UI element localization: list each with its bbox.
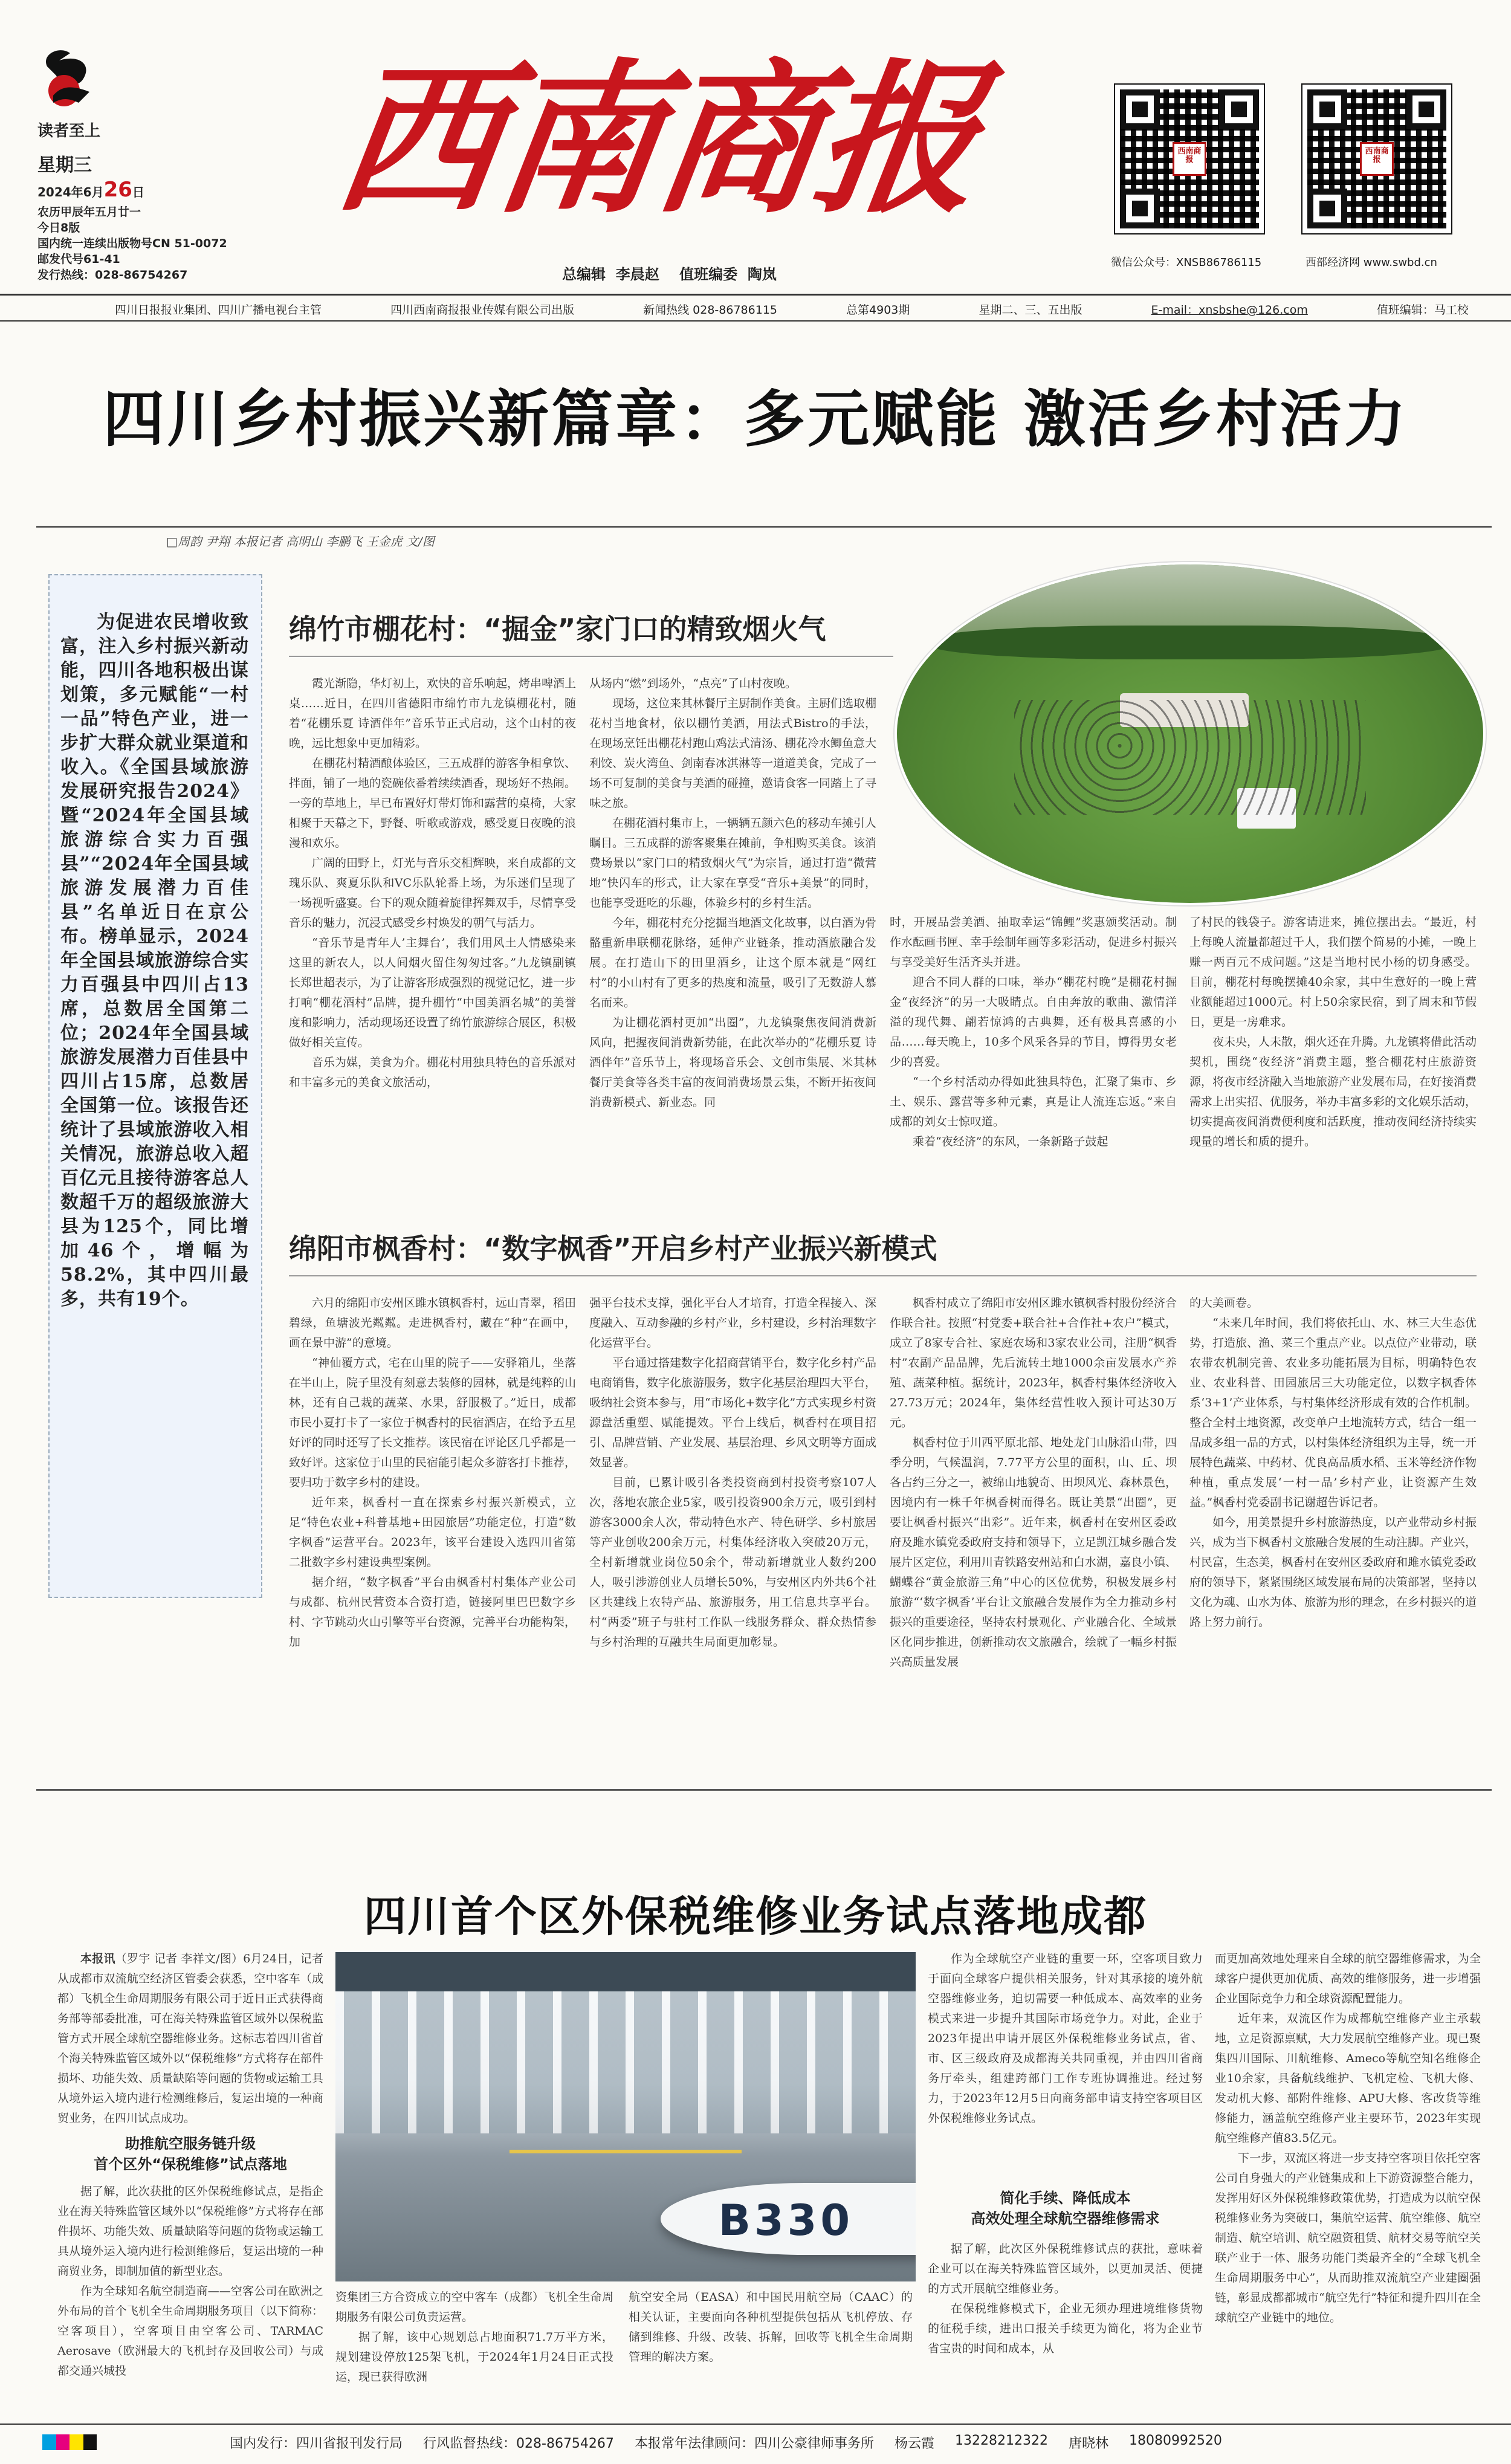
paragraph: 时，开展品尝美酒、抽取幸运“锦鲤”奖惠颁奖活动。制作水酝画书匣、幸手绘制年画等多彩活动，促进乡村振兴与享受美好生活齐头并进。	[890, 916, 1177, 969]
footer-item: 唐晓林	[1068, 2436, 1108, 2451]
section2-col3	[890, 1293, 1177, 1771]
qr-logo: 西南商报	[1173, 142, 1206, 176]
paragraph: 平台通过搭建数字化招商营销平台，数字化乡村产品电商销售，数字化旅游服务，数字化基层治理四大平台，吸纳社会资本参与，用“市场化+数字化”方式实现乡村资源盘活重塑、赋能提效。平台上线后，枫香村在项目招引、品牌营销、产业发展、基层治理、乡风文明等方面成效显著。	[589, 1356, 876, 1469]
website-qr-code	[1302, 85, 1451, 233]
section1-col4	[1189, 913, 1477, 1212]
campsite-photo	[895, 562, 1486, 905]
color-registration-bar	[42, 2434, 97, 2450]
paragraph: 在保税维修模式下，企业无须办理进境维修货物的征税手续，进出口报关手续更为简化，将为企业节省宝贵的时间和成本，从	[928, 2302, 1203, 2355]
paragraph: 六月的绵阳市安州区雎水镇枫香村，远山青翠，稻田碧绿，鱼塘波光粼粼。走进枫香村，藏在“种”在画中，画在景中游”的意境。	[289, 1296, 576, 1350]
paragraph: 夜未央，人未散，烟火还在升腾。九龙镇将借此活动契机，围绕“夜经济”消费主题，整合棚花村庄旅游资源，将夜市经济融入当地旅游产业发展布局，在好接消费需求上出实招、优服务，举办丰富多彩的文化娱乐活动，切实提高夜间消费便利度和活跃度，推动夜间经济持续实现量的增长和质的提升。	[1189, 1035, 1477, 1148]
section2-col4	[1189, 1293, 1477, 1771]
section1-col3	[890, 913, 1177, 1212]
section3-col4	[928, 1949, 1203, 2179]
paragraph: 迎合不同人群的口味，举办“棚花村晚”是棚花村掘金“夜经济”的另一大吸睛点。自由奔放的歌曲、激情洋溢的现代舞、翩若惊鸿的古典舞，还有极具喜感的小品……每天晚上，10多个风采各异的节目，博得男女老少的喜爱。	[890, 975, 1177, 1069]
qr-logo-2: 西南商报	[1360, 142, 1394, 176]
paragraph: 广阔的田野上，灯光与音乐交相辉映，来自成都的文瑰乐队、爽夏乐队和VC乐队轮番上场，为乐迷们呈现了一场视听盛宴。台下的观众随着旋律挥舞双手，尽情享受音乐的魅力，沉浸式感受乡村焕发的朝气与活力。	[289, 856, 576, 930]
section2-rule	[289, 1275, 1477, 1276]
footer-item: 杨云霞	[894, 2436, 934, 2451]
paragraph: 的大美画卷。	[1189, 1296, 1259, 1310]
paragraph: 下一步，双流区将进一步支持空客项目依托空客公司自身强大的产业链集成和上下游资源整合能力，发挥用好区外保税维修政策优势，打造成为以航空保税维修业务为突破口，集航空运营、航空维修、航空制造、航空培训、航空融资租赁、航材交易等航空关联产业于一体、服务功能门类最齐全的“全球飞机全生命周期服务中心”，从而助推双流航空产业建圈强链，彰显成都都城市“航空先行”特征和提升四川在全球航空产业链中的地位。	[1215, 2152, 1481, 2324]
footer-item: 13228212322	[954, 2433, 1048, 2448]
paragraph: “音乐节是青年人’主舞台’，我们用风土人情感染来这里的新农人，以人间烟火留住匆匆过客。”九龙镇副镇长郑世超表示，为了让游客形成强烈的视觉记忆，进一步打响“棚花酒村”品牌，提升棚竹“中国美酒名城”的美誉度和影响力，活动现场还设置了绵竹旅游综合展区，积极做好相关宣传。	[289, 936, 576, 1049]
paragraph: 据介绍，“数字枫香”平台由枫香村村集体产业公司与成都、杭州民营资本合资打造，链接阿里巴巴数字乡村、字节跳动火山引擎等平台资源，完善平台功能构架，加	[289, 1576, 576, 1649]
paragraph: 霞光渐隐，华灯初上，欢快的音乐响起，烤串啤酒上桌……近日，在四川省德阳市绵竹市九龙镇棚花村，随着“花棚乐夏 诗酒伴年”音乐节正式启动，这个山村的夜晚，远比想象中更加精彩。	[289, 677, 576, 750]
info-item: 值班编辑：马工校	[1376, 303, 1469, 317]
section2-col2	[589, 1293, 876, 1771]
footer-divider	[0, 2424, 1511, 2425]
section1-title: 绵竹市棚花村：“掘金”家门口的精致烟火气	[289, 613, 826, 645]
byline: □周韵 尹翔 本报记者 高明山 李鹏飞 王金虎 文/图	[166, 534, 435, 549]
sidebar-text: 为促进农民增收致富，注入乡村振兴新动能，四川各地积极出谋划策，多元赋能“一村一品”特色产业，进一步扩大群众就业渠道和收入。《全国县域旅游发展研究报告2024》暨“2024年全国县域旅游综合实力百强县”“2024年全国县域旅游发展潜力百佳县”名单近日在京公布。榜单显示，2024年全国县域旅游综合实力百强县中四川占13席，总数居全国第二位；2024年全国县域旅游发展潜力百佳县中四川占15席，总数居全国第一位。该报告还统计了县域旅游收入相关情况，旅游总收入超百亿元且接待游客总人数超千万的超级旅游大县为125个，同比增加46个，增幅为58.2%，其中四川最多，共有19个。	[60, 612, 249, 1310]
section3-lead	[57, 1949, 323, 2124]
postal-code: 邮发代号61-41	[37, 253, 120, 266]
info-item: 新闻热线 028-86786115	[643, 303, 777, 317]
footer	[230, 2433, 1378, 2452]
divider	[0, 294, 1511, 296]
section2-title: 绵阳市枫香村：“数字枫香”开启乡村产业振兴新模式	[289, 1232, 937, 1265]
paragraph: “一个乡村活动办得如此独具特色，汇聚了集市、乡土、娱乐、露营等多种元素，真是让人流连忘返。”来自成都的刘女士惊叹道。	[890, 1075, 1177, 1128]
footer-item: 本报常年法律顾问：四川公豪律师事务所	[634, 2436, 874, 2451]
paragraph: “未来几年时间，我们将依托山、水、林三大生态优势，打造旅、渔、菜三个重点产业。以点位产业带动，联农带农机制完善、农业多功能拓展为目标，明确特色农业、农业科普、田园旅居三大功能定位，以数字枫香体系‘3+1’产业体系，与村集体经济形成有效的合作机制。整合全村土地资源，改变单户土地流转方式，结合一组一品成多组一品的方式，以村集体经济组织为主导，统一开展特色蔬菜、中药材、优良高品质水稻、玉米等经济作物种植，重点发展‘一村一品’乡村产业，让资源产生效益。”枫香村党委副书记谢超告诉记者。	[1189, 1316, 1477, 1509]
weekday: 星期三	[37, 155, 92, 176]
info-item: 四川日报报业集团、四川广播电视台主管	[115, 303, 322, 317]
section3-col3b	[629, 2288, 913, 2408]
info-item: 总第4903期	[846, 303, 910, 317]
wechat-qr-code	[1115, 85, 1264, 233]
issue-date: 2024年6月26日	[37, 178, 144, 202]
paragraph: 从场内“燃”到场外，“点亮”了山村夜晚。	[589, 677, 797, 690]
section3-title: 四川首个区外保税维修业务试点落地成都	[364, 1891, 1147, 1941]
paragraph: 近年来，双流区作为成都航空维修产业主承载地，立足资源禀赋，大力发展航空维修产业。现已聚集四川国际、川航维修、Ameco等航空知名维修企业10余家，具备航线维护、飞机定检、飞机大修、发动机大修、部附件维修、APU大修、客改货等维修能力，涵盖航空维修产业主要环节，2023年实现航空维修产值83.5亿元。	[1215, 2012, 1481, 2145]
lead-tag: 本报讯	[80, 1952, 115, 1965]
lead-paragraph: 本报讯（罗宇 记者 李祥文/图）6月24日，记者从成都市双流航空经济区管委会获悉，空中客车（成都）飞机全生命周期服务有限公司于近日正式获得商务部等部委批准，可在海关特殊监管区域外以保税监管方式开展全球航空器维修业务。这标志着四川省首个海关特殊监管区域外以“保税维修”方式将存在部件损坏、功能失效、质量缺陷等问题的货物或运输工具从境外运入境内进行检测维修后，复运出境的一种商贸业务，在四川试点成功。	[57, 1952, 323, 2124]
section3-col4b	[928, 2239, 1203, 2408]
section3-col1b	[57, 2182, 323, 2405]
paragraph: 枫香村成立了绵阳市安州区雎水镇枫香村股份经济合作联合社。按照“村党委+联合社+合作社+农户”模式，成立了8家专合社、家庭农场和3家农业公司，注册“枫香村”农副产品品牌，先后流转土地1000余亩发展水产养殖、蔬菜种植。据统计，2023年，枫香村集体经济收入27.73万元；2024年，集体经营性收入预计可达30万元。	[890, 1296, 1177, 1429]
lunar-date: 农历甲辰年五月廿一	[37, 205, 141, 219]
paragraph: 如今，用美景提升乡村旅游热度，以产业带动乡村振兴，成为当下枫香村文旅融合发展的生动注脚。产业兴，村民富，生态美，枫香村在安州区委政府和雎水镇党委政府的领导下，紧紧围绕区域发展布局的决策部署，坚持以文化为魂、山水为体、旅游为形的理念，在乡村振兴的道路上努力前行。	[1189, 1516, 1477, 1629]
paragraph: 资集团三方合资成立的空中客车（成都）飞机全生命周期服务有限公司负责运营。	[335, 2291, 613, 2324]
hotline: 发行热线：028-86754267	[37, 268, 188, 282]
main-headline: 四川乡村振兴新篇章：多元赋能 激活乡村活力	[103, 384, 1408, 456]
cn-number: 国内统一连续出版物号CN 51-0072	[37, 237, 227, 250]
feature-frame-bottom	[36, 1789, 1492, 1791]
section2-col1	[289, 1293, 576, 1771]
paragraph: “神仙覆方式，宅在山里的院子——安驿箱儿，坐落在半山上，院子里没有刻意去装修的园林，就是纯粹的山林，还有自己栽的蔬菜、水果，舒服极了。”近日，成都市民小夏打卡了一家位于枫香村的民宿酒店，在给予五星好评的同时还写了长文推荐。该民宿在评论区几乎都是一致好评。这家位于山里的民宿能引起众多游客打卡推荐，要归功于数字乡村的建设。	[289, 1356, 576, 1489]
paragraph: 今年，棚花村充分挖掘当地酒文化故事，以白酒为骨骼重新串联棚花脉络，延伸产业链条，推动酒旅融合发展。在打造山下的田里酒乡，让这个原本就是“网红村”的小山村有了更多的热度和流量，吸引了无数游人慕名而来。	[589, 916, 876, 1009]
divider	[0, 320, 1511, 322]
section1-rule	[289, 656, 893, 657]
paragraph: 作为全球知名航空制造商——空客公司在欧洲之外布局的首个飞机全生命周期服务项目（以下简称：空客项目），空客项目由空客公司、TARMAC Aerosave（欧洲最大的飞机封存及回收公司）与成都交通兴城投	[57, 2285, 323, 2378]
section3-col2b	[335, 2288, 613, 2408]
paragraph: 强平台技术支撑，强化平台人才培育，打造全程接入、深度融入、互动参融的乡村产业，乡村建设，乡村治理数字化运营平台。	[589, 1296, 876, 1350]
logo-mark-icon	[35, 42, 102, 115]
info-item: 四川西南商报报业传媒有限公司出版	[390, 303, 575, 317]
paragraph: 现场，这位来其林餐厅主厨制作美食。主厨们选取棚花村当地食材，依以棚竹美酒，用法式Bistro的手法，在现场烹饪出棚花村跑山鸡法式清汤、棚花冷水鲫鱼意大利饺、炭火湾鱼、剑南春冰淇淋等一道道美食，完成了一场不可复制的美食与美酒的碰撞，邀请食客一同踏上了寻味之旅。	[589, 697, 876, 810]
paragraph: 了村民的钱袋子。游客请进来，摊位摆出去。“最近，村上每晚人流量都超过千人，我们摆个简易的小摊，一晚上赚一两百元不成问题。”这是当地村民小杨的切身感受。目前，棚花村每晚摆摊40余家，其中生意好的一晚上营业额能超过1000元。村上50余家民宿，到了周末和节假日，更是一房难求。	[1189, 916, 1477, 1029]
paragraph: 在棚花酒村集市上，一辆辆五颜六色的移动车摊引人瞩目。三五成群的游客聚集在摊前，争相购买美食。该消费场景以“家门口的精致烟火气”为宗旨，通过打造“微营地”快闪车的形式，让大家在享受“音乐+美景”的同时，也能享受逛吃的乐趣，体验乡村的乡村生活。	[589, 816, 876, 910]
paragraph: 在棚花村精酒酿体验区，三五成群的游客争相拿饮、拌面，铺了一地的瓷碗依番着续续酒香，现场好不热闹。一旁的草地上，早已布置好灯带灯饰和露营的桌椅，大家相聚于天幕之下，野餐、听歌或游戏，感受夏日夜晚的浪漫和欢乐。	[289, 757, 576, 850]
paragraph: 枫香村位于川西平原北部、地处龙门山脉沿山带，四季分明，气候温润，7.77平方公里的面积，山、丘、坝各占约三分之一，被绵山地貌奇、田坝风光、森林景色，因境内有一株千年枫香树而得名。既让美景“出圈”，更要让枫香村振兴“出彩”。近年来，枫香村在安州区委政府及雎水镇党委政府支持和领导下，立足凯江城乡融合发展片区定位，利用川青铁路安州站和白水湖，嘉良小镇、蝴蝶谷“黄金旅游三角”中心的区位优势，积极发展乡村旅游“‘数字枫香’平台让文旅融合发展作为全力推动乡村振兴的重要途径，坚持农村景观化、产业融合化、全域景区化同步推进，创新推动农文旅融合，绘就了一幅乡村振兴高质量发展	[890, 1436, 1177, 1669]
footer-item: 国内发行：四川省报刊发行局	[230, 2436, 403, 2451]
website-caption: 西部经济网 www.swbd.cn	[1306, 256, 1437, 269]
wechat-caption: 微信公众号：XNSB86786115	[1111, 256, 1262, 269]
section1-col1	[289, 674, 576, 1212]
footer-item: 行风监督热线：028-86754267	[423, 2436, 614, 2451]
paragraph: 而更加高效地处理来自全球的航空器维修需求，为全球客户提供更加优质、高效的维修服务，进一步增强企业国际竞争力和全球资源配置能力。	[1215, 1952, 1481, 2005]
page-count: 今日8版	[37, 221, 80, 234]
info-bar	[115, 301, 1469, 317]
paragraph: 据了解，此次区外保税维修试点的获批，意味着企业可以在海关特殊监管区域外，以更加灵活、便捷的方式开展航空维修业务。	[928, 2242, 1203, 2295]
section1-col2	[589, 674, 876, 1212]
paragraph: 目前，已累计吸引各类投资商到村投资考察107人次，落地农旅企业5家，吸引投资900余万元，吸引到村游客3000余人次，带动特色水产、特色研学、乡村旅居等产业创收200余万元，村集体经济收入突破20万元，全村新增就业岗位50余个，带动新增就业人数约200人，吸引涉游创业人员增长50%，与安州区内外共6个社区共建线上农特产品、旅游服务，用工信息共享平台。村“两委”班子与驻村工作队一线服务群众、群众热情参与乡村治理的互融共生局面更加彰显。	[589, 1476, 876, 1649]
paragraph: 据了解，此次获批的区外保税维修试点，是指企业在海关特殊监管区域外以“保税维修”方式将存在部件损坏、功能失效、质量缺陷等问题的货物或运输工具从境外运入境内进行检测维修后，复运出境的一种商贸业务，即制加值的新型业态。	[57, 2185, 323, 2278]
paragraph: 乘着“夜经济”的东风，一条新路子鼓起	[913, 1135, 1108, 1148]
section3-col5	[1215, 1949, 1481, 2408]
hangar-photo	[335, 1952, 916, 2281]
paragraph: 近年来，枫香村一直在探索乡村振兴新模式，立足“特色农业+科普基地+田园旅居”功能定位，打造“数字枫香”运营平台。2023年，该平台建设入选四川省第二批数字乡村建设典型案例。	[289, 1496, 576, 1569]
slogan: 读者至上	[37, 122, 101, 140]
aircraft-marking: B330	[718, 2196, 854, 2246]
footer-item: 18080992520	[1128, 2433, 1222, 2448]
paragraph: 据了解，该中心规划总占地面积71.7万平方米，规划建设停放125架飞机，于2024年1月24日正式投运，现已获得欧洲	[335, 2330, 613, 2384]
info-item: 星期二、三、五出版	[979, 303, 1082, 317]
section3-subhead1: 助推航空服务链升级 首个区外“保税维修”试点落地	[94, 2135, 287, 2173]
editor-line: 总编辑 李晨赵 值班编委 陶岚	[562, 266, 777, 283]
paragraph: 为让棚花酒村更加“出圈”，九龙镇聚焦夜间消费新风向，把握夜间消费新势能，在此次举办的“花棚乐夏 诗酒伴年”音乐节上，将现场音乐会、文创市集展、米其林餐厅美食等各类丰富的夜间消费场景云集，不断开拓夜间消费新模式、新业态。同	[589, 1016, 876, 1109]
email-link[interactable]: E-mail：xnsbshe@126.com	[1151, 303, 1308, 317]
paragraph: 作为全球航空产业链的重要一环，空客项目致力于面向全球客户提供相关服务，针对其承接的境外航空器维修业务，迫切需要一种低成本、高效率的业务模式来进一步提升其国际市场竞争力。对此，企业于2023年提出申请开展区外保税维修业务试点，省、市、区三级政府及成都海关共同重视，并由四川省商务厅牵头，组建跨部门工作专班协调推进。经过努力，于2023年12月5日向商务部申请支持空客项目区外保税维修业务试点。	[928, 1952, 1203, 2125]
paragraph: 航空安全局（EASA）和中国民用航空局（CAAC）的相关认证，主要面向各种机型提供包括从飞机停放、存储到维修、升级、改装、拆解，回收等飞机全生命周期管理的解决方案。	[629, 2291, 913, 2364]
newspaper-title: 西南商报	[325, 43, 991, 235]
section3-subhead2: 简化手续、降低成本 高效处理全球航空器维修需求	[971, 2190, 1160, 2227]
paragraph: 音乐为媒，美食为介。棚花村用独具特色的音乐派对和丰富多元的美食文旅活动，	[289, 1056, 576, 1089]
